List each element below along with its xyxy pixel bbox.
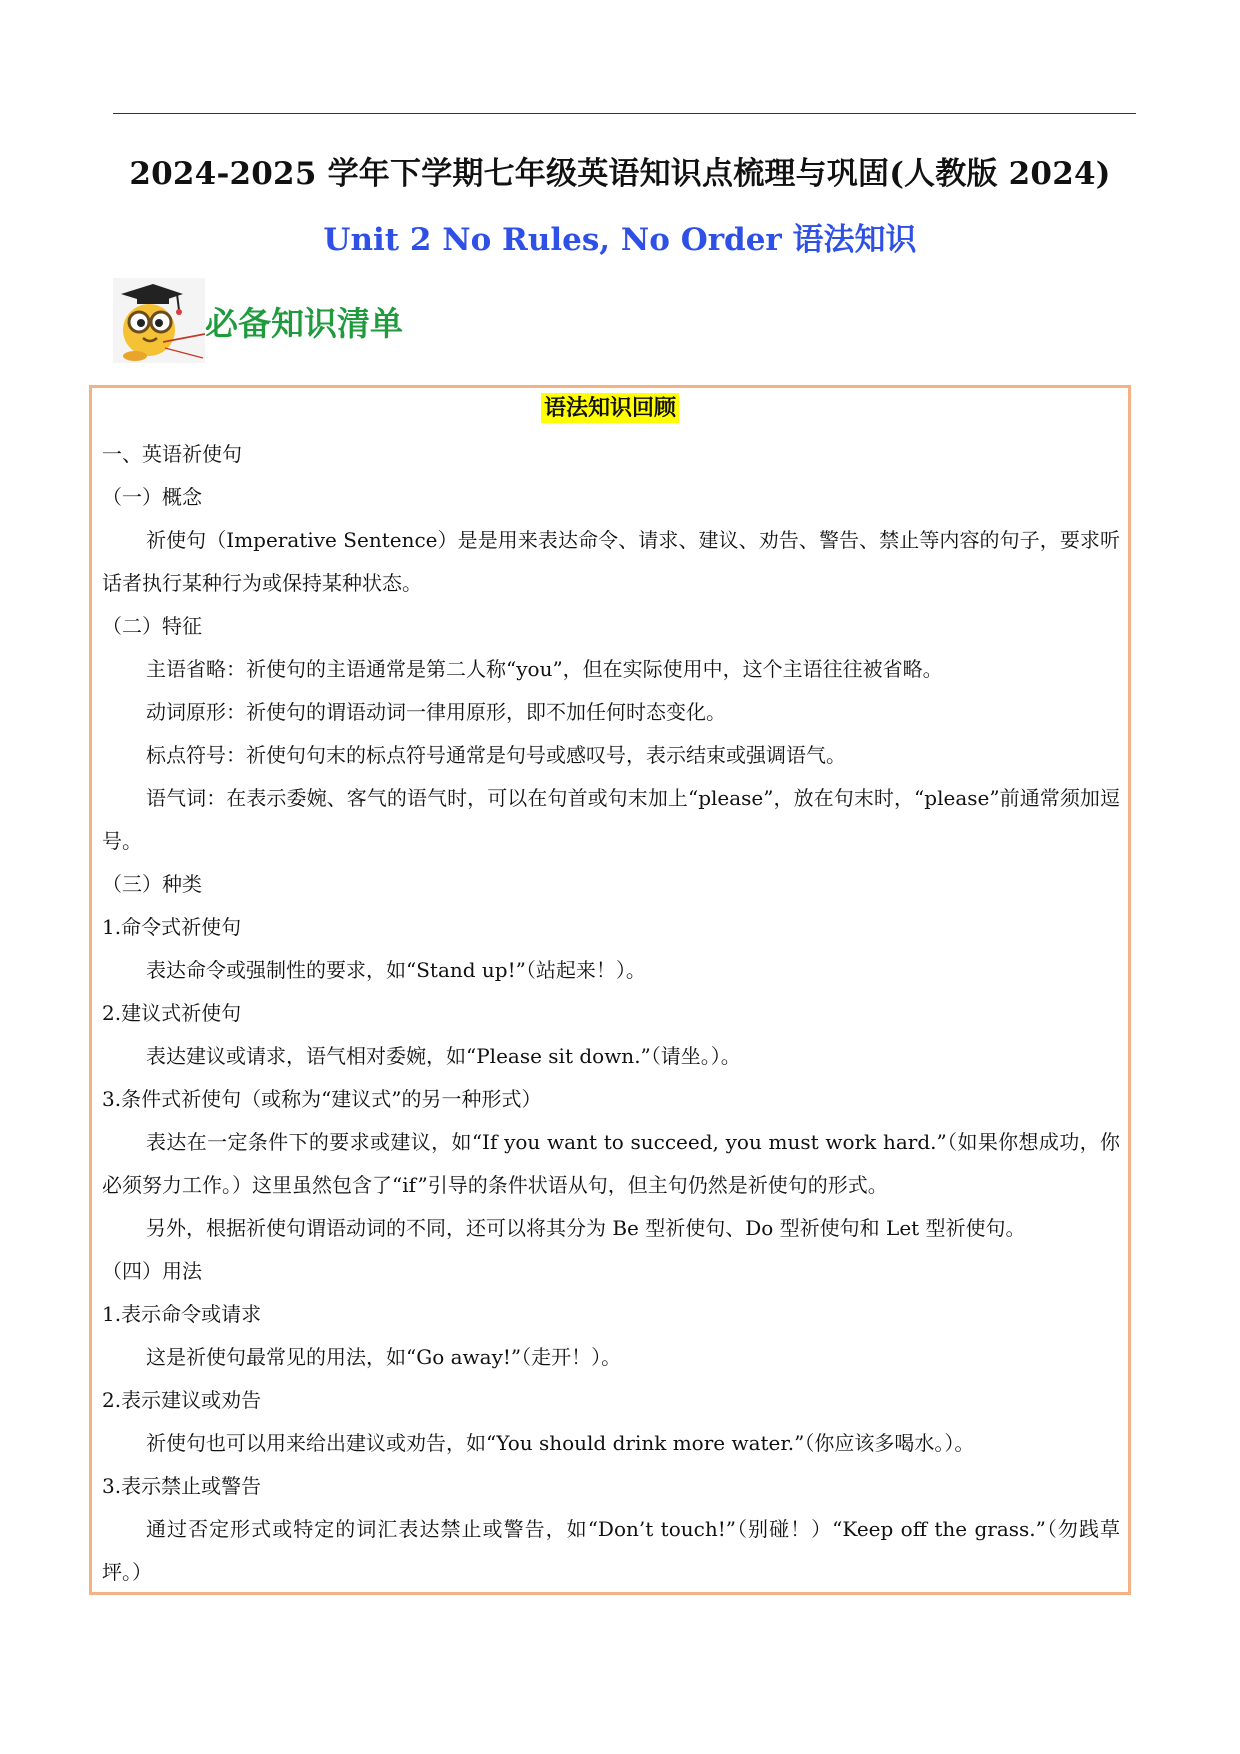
page-title: 2024-2025 学年下学期七年级英语知识点梳理与巩固(人教版 2024) — [129, 156, 1111, 192]
paragraph: 表达命令或强制性的要求，如“Stand up!”（站起来！）。 — [146, 958, 646, 982]
paragraph: 祈使句也可以用来给出建议或劝告，如“You should drink more water.”（你应该多喝水。）。 — [146, 1431, 975, 1455]
paragraph: 表达建议或请求，语气相对委婉，如“Please sit down.”（请坐。）。 — [146, 1044, 741, 1068]
list-item-heading: 1.表示命令或请求 — [102, 1302, 262, 1326]
list-item-heading: 2.建议式祈使句 — [102, 1001, 242, 1025]
header-rule — [113, 113, 1136, 114]
subsection-heading: （二）特征 — [102, 614, 202, 638]
list-item-heading: 3.条件式祈使句（或称为“建议式”的另一种形式） — [102, 1087, 542, 1111]
banner-title: 必备知识清单 — [205, 304, 403, 343]
grammar-review-box — [89, 385, 1131, 1595]
box-heading: 语法知识回顾 — [541, 393, 679, 423]
paragraph: 通过否定形式或特定的词汇表达禁止或警告，如“Don’t touch!”（别碰！）“Keep off the grass.”（勿践草坪。） — [102, 1517, 1120, 1584]
paragraph: 动词原形：祈使句的谓语动词一律用原形，即不加任何时态变化。 — [146, 700, 726, 724]
paragraph: 标点符号：祈使句句末的标点符号通常是句号或感叹号，表示结束或强调语气。 — [146, 743, 846, 767]
list-item-heading: 2.表示建议或劝告 — [102, 1388, 262, 1412]
list-item-heading: 1.命令式祈使句 — [102, 915, 242, 939]
subsection-heading: （一）概念 — [102, 485, 202, 509]
section-banner — [113, 278, 513, 363]
page-subtitle: Unit 2 No Rules, No Order 语法知识 — [323, 222, 917, 258]
list-item-heading: 3.表示禁止或警告 — [102, 1474, 262, 1498]
scholar-owl-icon — [113, 278, 205, 363]
paragraph: 语气词：在表示委婉、客气的语气时，可以在句首或句末加上“please”，放在句末时，“please”前通常须加逗号。 — [102, 786, 1120, 853]
review-content — [102, 433, 1120, 1594]
subsection-heading: （三）种类 — [102, 872, 202, 896]
paragraph: 主语省略：祈使句的主语通常是第二人称“you”，但在实际使用中，这个主语往往被省略。 — [146, 657, 943, 681]
section-heading: 一、英语祈使句 — [102, 442, 242, 466]
subsection-heading: （四）用法 — [102, 1259, 202, 1283]
paragraph: 祈使句（Imperative Sentence）是是用来表达命令、请求、建议、劝告、警告、禁止等内容的句子，要求听话者执行某种行为或保持某种状态。 — [102, 528, 1120, 595]
paragraph: 另外，根据祈使句谓语动词的不同，还可以将其分为 Be 型祈使句、Do 型祈使句和 Let 型祈使句。 — [146, 1216, 1026, 1240]
paragraph: 这是祈使句最常见的用法，如“Go away!”（走开！）。 — [146, 1345, 622, 1369]
paragraph: 表达在一定条件下的要求或建议，如“If you want to succeed, you must work hard.”（如果你想成功，你必须努力工作。）这里虽然包含了“if”引导的条件状语从句，但主句仍然是祈使句的形式。 — [102, 1130, 1120, 1197]
